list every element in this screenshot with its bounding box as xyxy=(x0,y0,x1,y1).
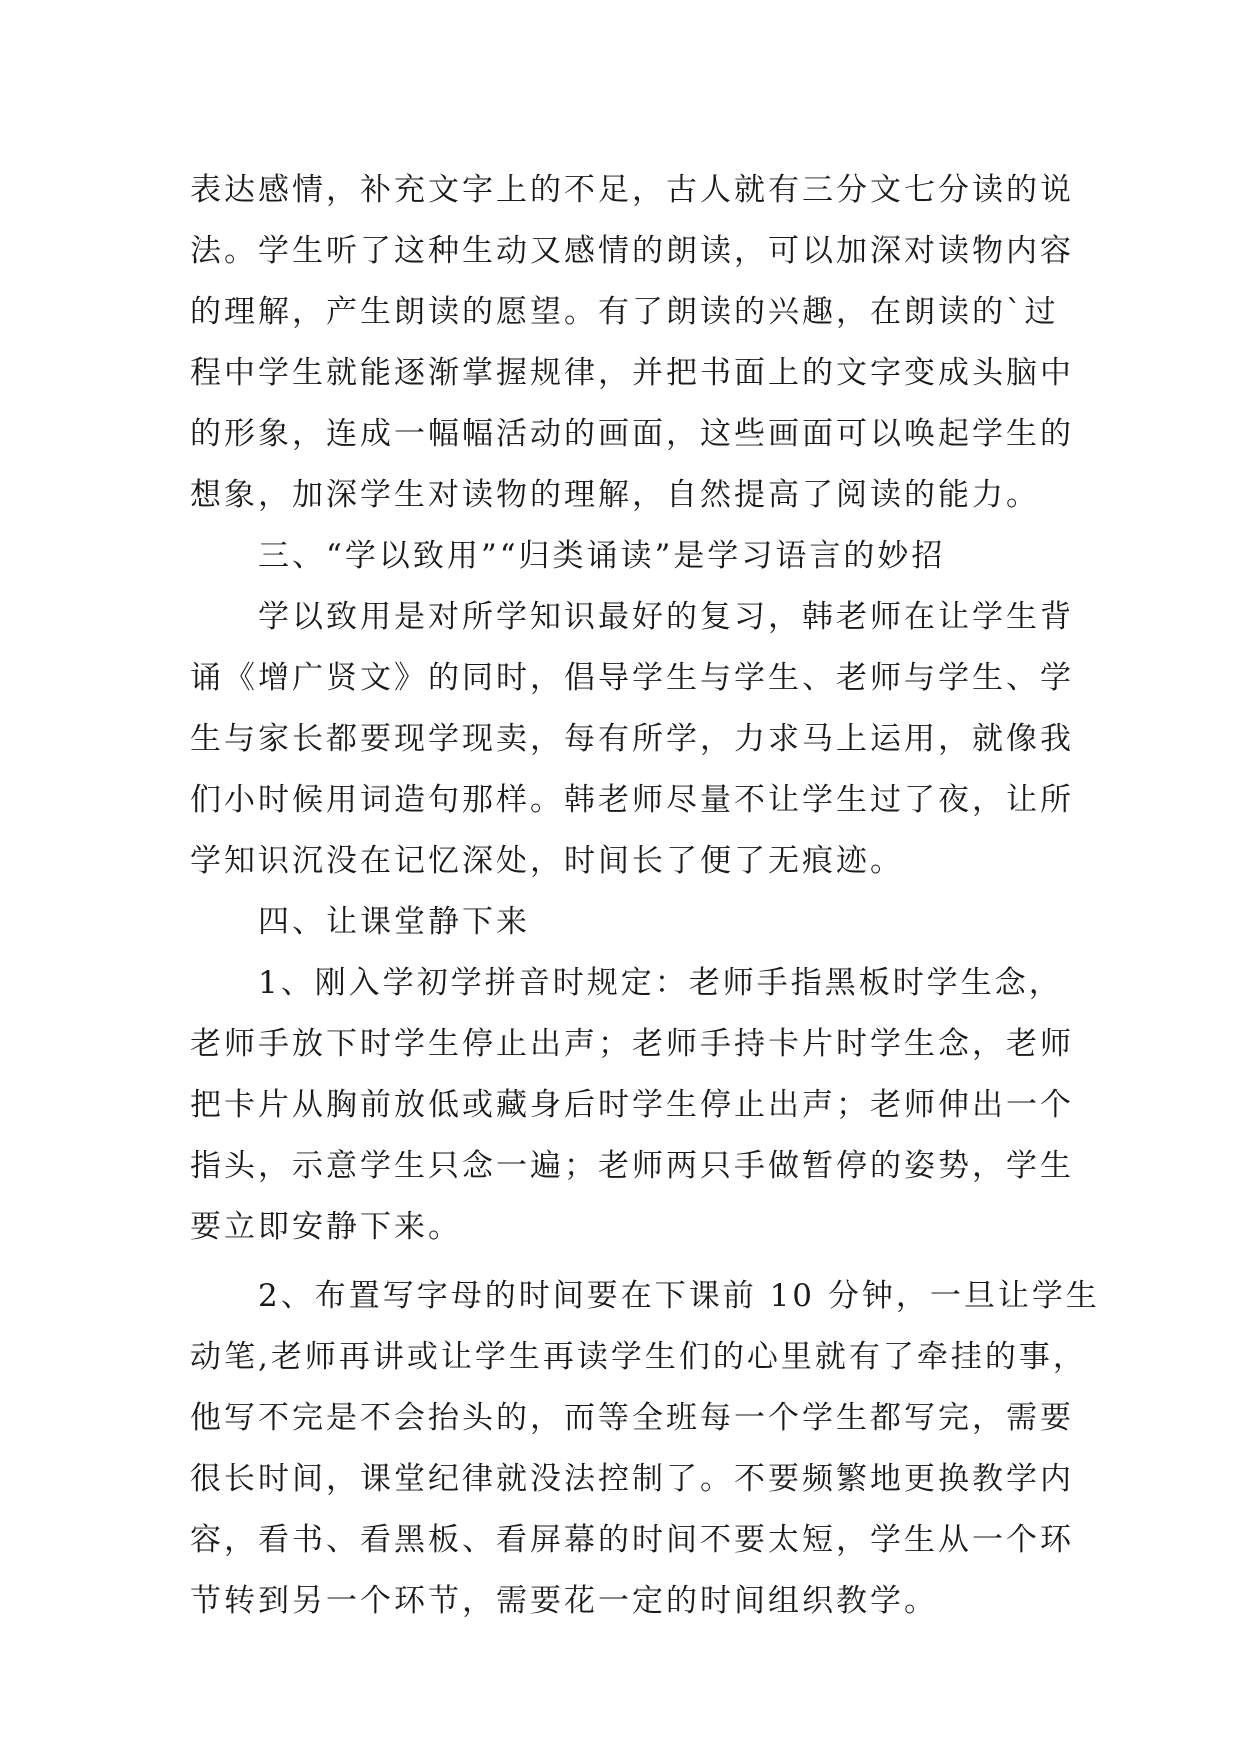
text-line: 把卡片从胸前放低或藏身后时学生停止出声；老师伸出一个 xyxy=(190,1087,1074,1123)
text-line: 老师手放下时学生停止出声；老师手持卡片时学生念，老师 xyxy=(190,1026,1074,1062)
section-heading: 四、让课堂静下来 xyxy=(258,904,530,940)
text-line: 他写不完是不会抬头的，而等全班每一个学生都写完，需要 xyxy=(190,1400,1074,1436)
text-line: 的理解，产生朗读的愿望。有了朗读的兴趣，在朗读的`过 xyxy=(190,294,1059,330)
text-line: 1、刚入学初学拼音时规定：老师手指黑板时学生念， xyxy=(258,965,1063,1001)
text-line: 的形象，连成一幅幅活动的画面，这些画面可以唤起学生的 xyxy=(190,416,1074,452)
text-line: 节转到另一个环节，需要花一定的时间组织教学。 xyxy=(190,1583,938,1619)
section-heading: 三、“学以致用”“归类诵读”是学习语言的妙招 xyxy=(258,538,946,574)
text-line: 程中学生就能逐渐掌握规律，并把书面上的文字变成头脑中 xyxy=(190,355,1074,391)
text-line: 学以致用是对所学知识最好的复习，韩老师在让学生背 xyxy=(258,599,1074,635)
text-line: 学知识沉没在记忆深处，时间长了便了无痕迹。 xyxy=(190,843,904,879)
document-body xyxy=(190,160,1100,1632)
text-line: 指头，示意学生只念一遍；老师两只手做暂停的姿势，学生 xyxy=(190,1148,1074,1184)
text-line: 容，看书、看黑板、看屏幕的时间不要太短，学生从一个环 xyxy=(190,1522,1074,1558)
text-line: 法。学生听了这种生动又感情的朗读，可以加深对读物内容 xyxy=(190,233,1074,269)
text-line: 诵《增广贤文》的同时，倡导学生与学生、老师与学生、学 xyxy=(190,660,1074,696)
text-line: 们小时候用词造句那样。韩老师尽量不让学生过了夜，让所 xyxy=(190,782,1074,818)
text-line: 2、布置写字母的时间要在下课前 10 分钟，一旦让学生 xyxy=(258,1278,1100,1314)
text-line: 很长时间，课堂纪律就没法控制了。不要频繁地更换教学内 xyxy=(190,1461,1074,1497)
text-line: 要立即安静下来。 xyxy=(190,1209,462,1245)
text-line: 生与家长都要现学现卖，每有所学，力求马上运用，就像我 xyxy=(190,721,1074,757)
text-line: 动笔,老师再讲或让学生再读学生们的心里就有了牵挂的事， xyxy=(190,1339,1087,1375)
text-line: 表达感情，补充文字上的不足，古人就有三分文七分读的说 xyxy=(190,172,1074,208)
text-line: 想象，加深学生对读物的理解，自然提高了阅读的能力。 xyxy=(190,477,1040,513)
